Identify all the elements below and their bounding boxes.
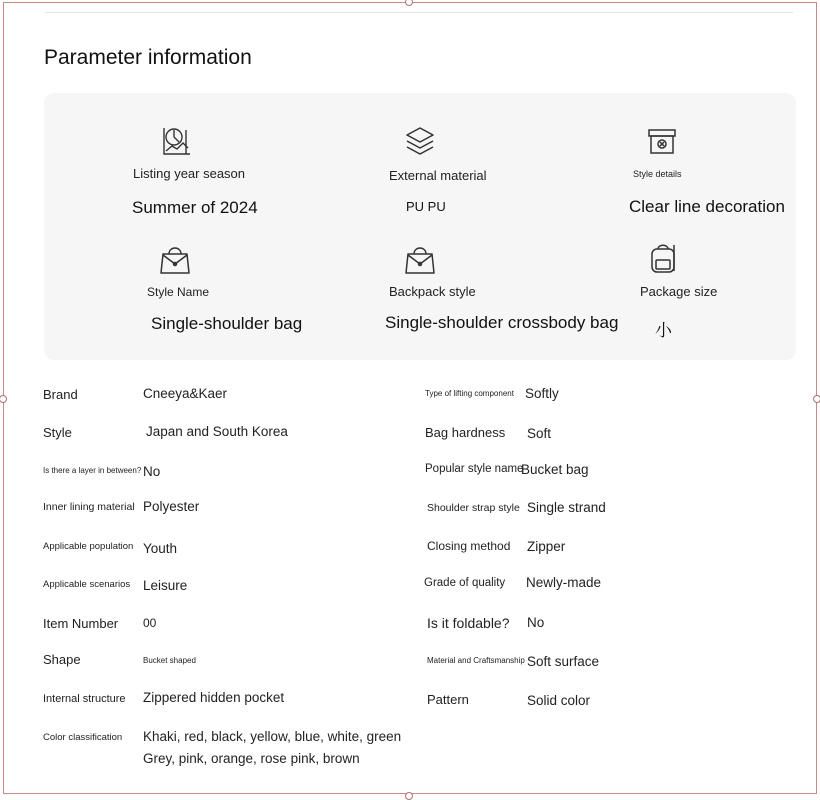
- spec-value: Single strand: [527, 500, 606, 515]
- spec-value: Japan and South Korea: [146, 424, 288, 439]
- spec-key: Closing method: [427, 539, 511, 553]
- param-value: Single-shoulder bag: [151, 314, 303, 333]
- backpack-icon: [646, 241, 680, 275]
- param-value: PU PU: [406, 199, 446, 214]
- spec-key: Brand: [43, 387, 78, 402]
- spec-value: No: [143, 464, 161, 479]
- spec-key: Applicable population: [43, 541, 134, 552]
- page-title: Parameter information: [44, 46, 252, 69]
- param-label: Listing year season: [133, 166, 246, 181]
- param-label: Style details: [633, 169, 682, 179]
- spec-key: Grade of quality: [424, 577, 506, 589]
- spec-value: Khaki, red, black, yellow, blue, white, green: [143, 729, 402, 744]
- spec-value: Bucket shaped: [143, 656, 196, 665]
- spec-key: Type of lifting component: [425, 389, 514, 398]
- box-detail-icon: [645, 125, 679, 159]
- spec-value: Softly: [525, 386, 559, 401]
- spec-value: Cneeya&Kaer: [143, 386, 228, 401]
- spec-value: Bucket bag: [521, 462, 589, 477]
- spec-key: Applicable scenarios: [43, 579, 131, 590]
- spec-key: Is it foldable?: [427, 615, 510, 631]
- resize-handle-right[interactable]: [813, 395, 820, 403]
- spec-key: Material and Craftsmanship: [427, 656, 525, 665]
- top-divider: [45, 12, 793, 13]
- spec-value: Newly-made: [526, 575, 602, 590]
- spec-key: Color classification: [43, 732, 123, 743]
- spec-key: Shoulder strap style: [427, 502, 520, 514]
- spec-key: Style: [43, 425, 72, 440]
- handbag-icon: [158, 242, 192, 276]
- param-value: 小: [655, 321, 672, 340]
- handbag-icon: [403, 242, 437, 276]
- param-value: Clear line decoration: [629, 197, 785, 216]
- spec-key: Item Number: [43, 616, 119, 631]
- param-label: Style Name: [147, 285, 210, 299]
- spec-key: Pattern: [427, 692, 469, 707]
- spec-value-line2: Grey, pink, orange, rose pink, brown: [143, 751, 360, 766]
- spec-key: Inner lining material: [43, 501, 135, 513]
- spec-value: Leisure: [143, 578, 188, 593]
- spec-value: 00: [143, 616, 157, 630]
- param-value: Summer of 2024: [132, 198, 258, 217]
- param-value: Single-shoulder crossbody bag: [385, 313, 619, 332]
- param-label: Package size: [640, 284, 718, 299]
- spec-value: Soft: [527, 426, 552, 441]
- resize-handle-bottom[interactable]: [405, 792, 413, 800]
- param-label: Backpack style: [389, 284, 476, 299]
- spec-value: Soft surface: [527, 654, 600, 669]
- layers-icon: [403, 124, 437, 158]
- spec-key: Internal structure: [43, 693, 126, 705]
- spec-key: Bag hardness: [425, 425, 506, 440]
- spec-value: Zipper: [527, 539, 566, 554]
- calendar-chart-icon: [160, 124, 194, 158]
- spec-value: No: [527, 615, 545, 630]
- spec-value: Polyester: [143, 499, 200, 514]
- spec-key: Popular style name: [425, 463, 524, 475]
- spec-key: Is there a layer in between?: [43, 466, 142, 475]
- spec-value: Solid color: [527, 693, 591, 708]
- spec-value: Zippered hidden pocket: [143, 690, 285, 705]
- spec-value: Youth: [143, 541, 178, 556]
- param-label: External material: [389, 168, 487, 183]
- spec-key: Shape: [43, 652, 81, 667]
